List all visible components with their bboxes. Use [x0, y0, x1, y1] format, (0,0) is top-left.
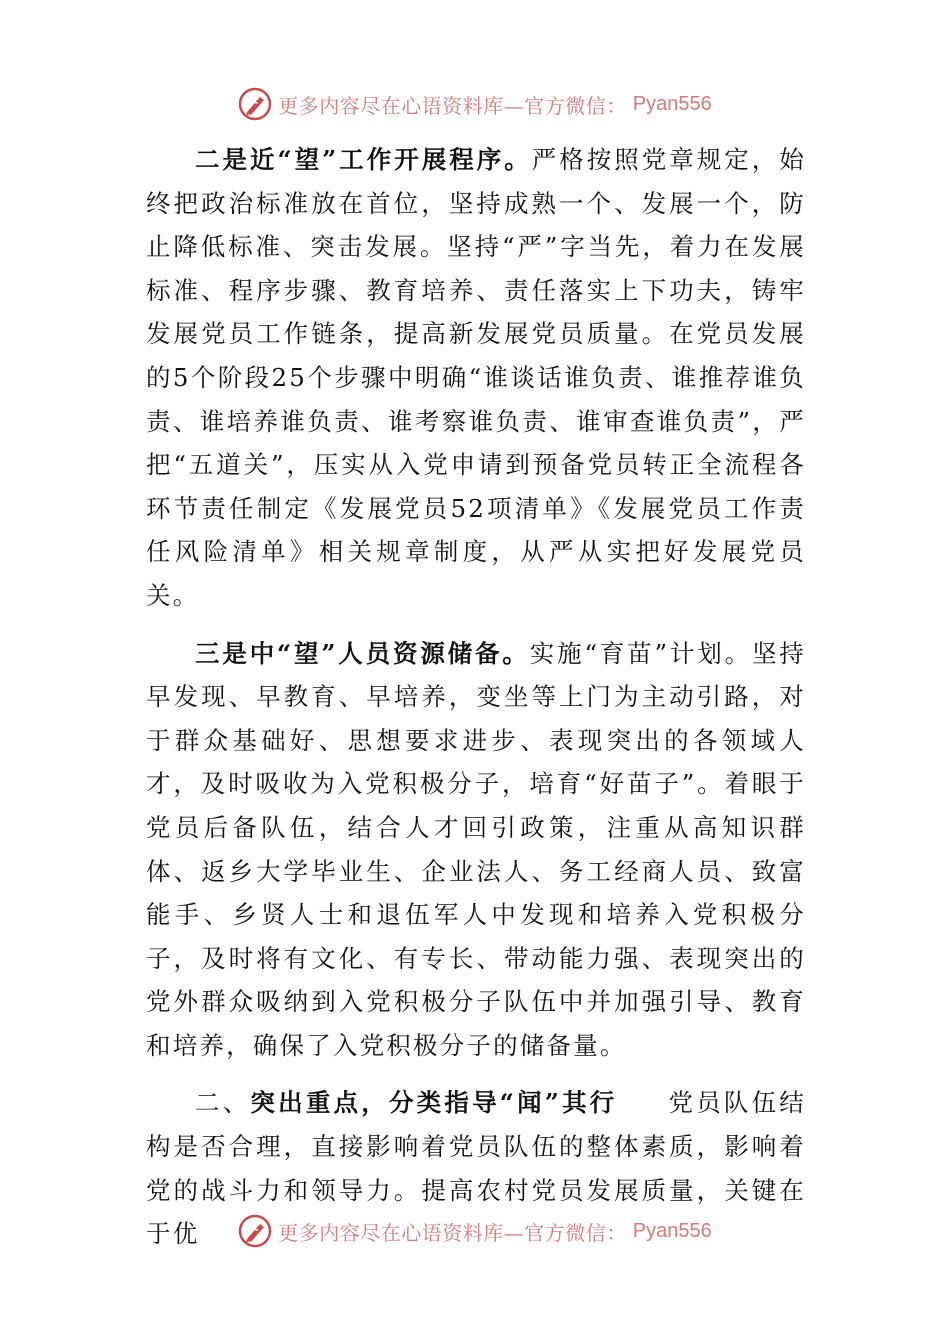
- watermark-header: [0, 84, 950, 124]
- watermark-wechat-id: Pyan556: [632, 1219, 712, 1242]
- watermark-text: 更多内容尽在心语资料库—官方微信：: [278, 93, 627, 118]
- watermark-text: 更多内容尽在心语资料库—官方微信：: [278, 1220, 627, 1245]
- paragraph-procedure: [146, 138, 806, 618]
- pen-logo-icon: [238, 1214, 272, 1248]
- paragraph-text: 党员队伍结构是否合理，直接影响着党员队伍的整体素质，影响着党的战斗力和领导力。提高农村党员发展质量，关键在于优: [146, 1088, 807, 1249]
- paragraph-heading: 二是近“望”工作开展程序。: [195, 145, 532, 174]
- paragraph-reserve: [146, 632, 806, 1068]
- section-heading: 突出重点，分类指导“闻”其行: [250, 1088, 618, 1118]
- paragraph-text: 实施“育苗”计划。坚持早发现、早教育、早培养，变坐等上门为主动引路，对于群众基础好、思想要求进步、表现突出的各领域人才，及时吸收为入党积极分子，培育“好苗子”。着眼于党员后备队伍，结合人才回引政策，注重从高知识群体、返乡大学毕业生、企业法人、务工经商人员、致富能手、乡贤人士和退伍军人中发现和培养入党积极分子，及时将有文化、有专长、带动能力强、表现突出的党外群众吸纳到入党积极分子队伍中并加强引导、教育和培养，确保了入党积极分子的储备量。: [146, 638, 807, 1060]
- section-number: 二、: [195, 1088, 251, 1118]
- watermark-footer: [0, 1211, 950, 1251]
- document-body: [146, 138, 806, 1270]
- watermark-wechat-id: Pyan556: [632, 92, 712, 115]
- pen-logo-icon: [238, 87, 272, 121]
- paragraph-heading: 三是中“望”人员资源储备。: [195, 638, 530, 668]
- paragraph-text: 严格按照党章规定，始终把政治标准放在首位，坚持成熟一个、发展一个，防止降低标准、突击发展。坚持“严”字当先，着力在发展标准、程序步骤、教育培养、责任落实上下功夫，铸牢发展党员工作链条，提高新发展党员质量。在党员发展的5个阶段25个步骤中明确“谁谈话谁负责、谁推荐谁负责、谁培养谁负责、谁考察谁负责、谁审查谁负责”，严把“五道关”，压实从入党申请到预备党员转正全流程各环节责任制定《发展党员52项清单》《发展党员工作责任风险清单》相关规章制度，从严从实把好发展党员关。: [146, 145, 806, 610]
